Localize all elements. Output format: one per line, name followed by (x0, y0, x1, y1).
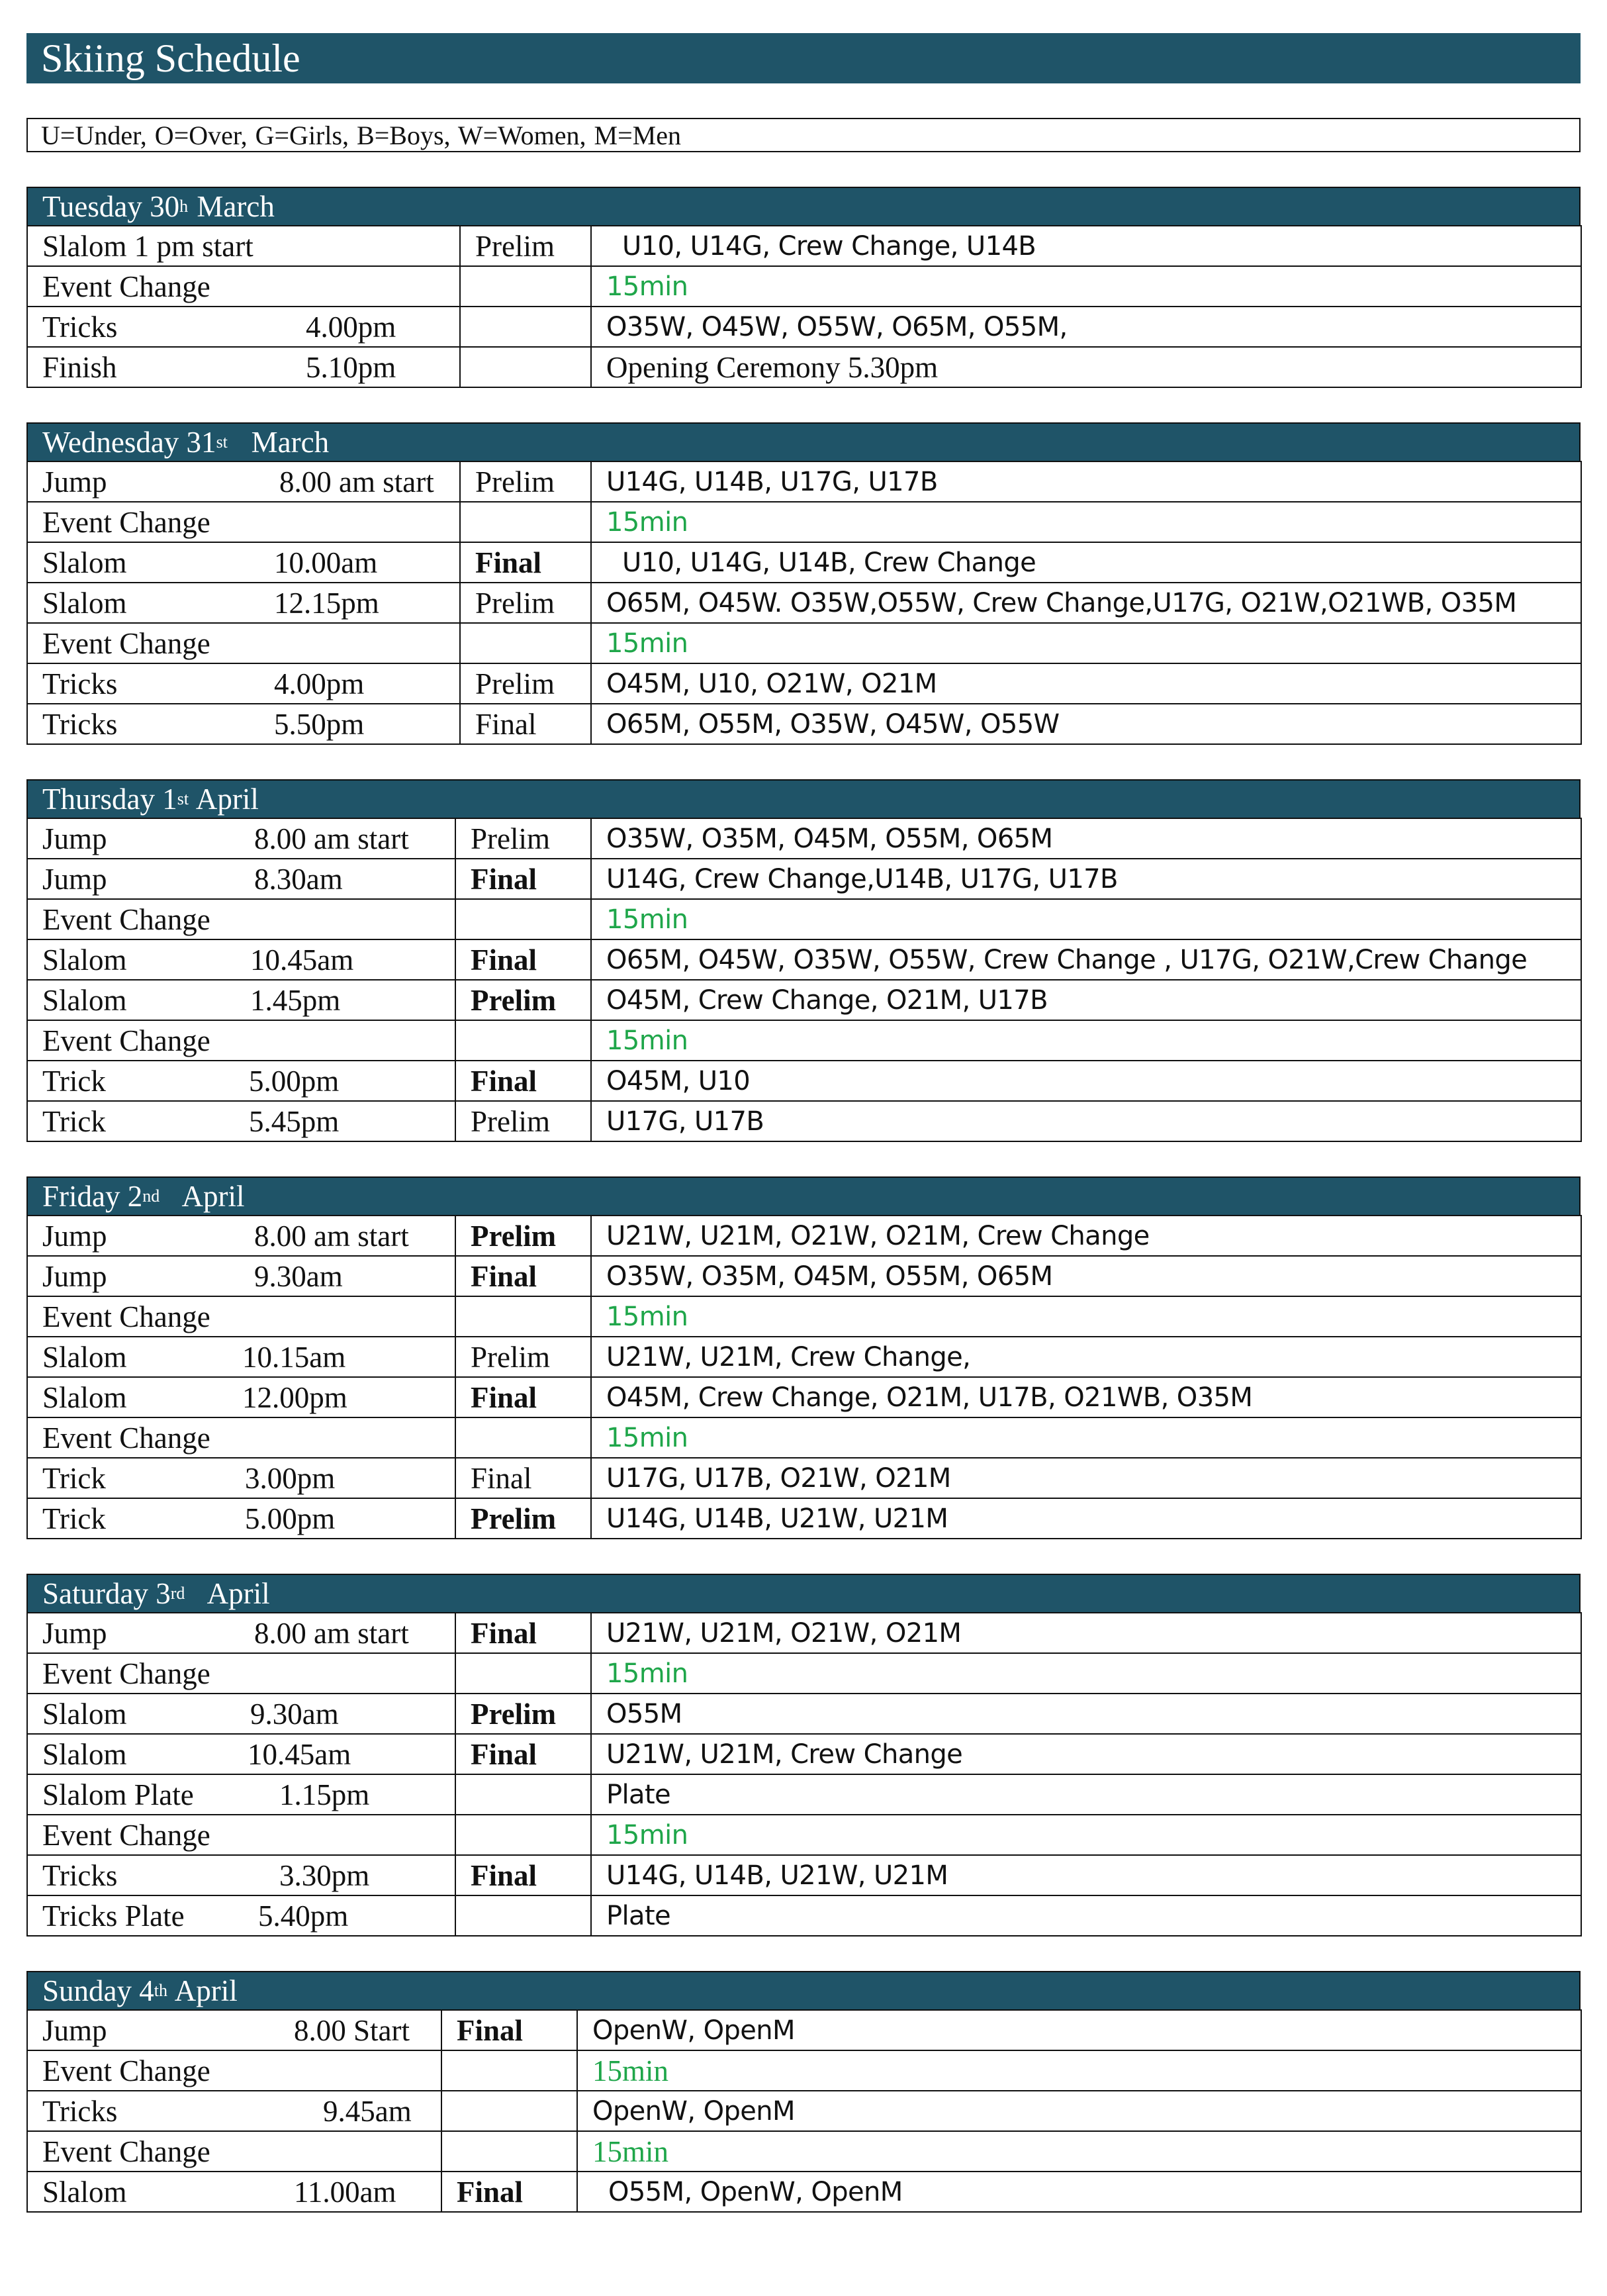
event-time: 8.30am (254, 862, 343, 896)
event-cell (27, 583, 460, 623)
table-row (27, 1815, 1581, 1855)
interval-cell: 15min (577, 2131, 1581, 2172)
event-name: Slalom (42, 983, 127, 1017)
event-time: 10.45am (248, 1737, 351, 1771)
event-cell (27, 980, 455, 1020)
event-name: Event Change (42, 2054, 210, 2087)
schedule-table (26, 1215, 1582, 1539)
stage-cell (460, 347, 591, 387)
groups-cell: O35W, O35M, O45M, O55M, O65M (591, 1256, 1581, 1296)
stage-cell: Final (455, 1061, 591, 1101)
schedule (26, 187, 1581, 2213)
event-time: 9.30am (250, 1697, 339, 1731)
event-cell (27, 1613, 455, 1653)
event-name: Slalom (42, 1380, 127, 1414)
table-row (27, 859, 1581, 899)
event-time: 4.00pm (274, 667, 365, 700)
event-time: 5.50pm (274, 707, 365, 741)
table-row (27, 980, 1581, 1020)
event-name: Jump (42, 1219, 107, 1253)
stage-cell: Final (455, 859, 591, 899)
schedule-table (26, 1612, 1582, 1937)
day-section (26, 1574, 1581, 1937)
schedule-table (26, 818, 1582, 1142)
stage-cell: Final (455, 939, 591, 980)
table-row (27, 461, 1581, 502)
table-row (27, 1296, 1581, 1337)
event-name: Tricks (42, 667, 118, 700)
stage-cell: Final (455, 1613, 591, 1653)
event-name: Event Change (42, 269, 210, 303)
groups-cell: O65M, O45W. O35W,O55W, Crew Change,U17G, O21W,O21WB, O35M (591, 583, 1581, 623)
table-row (27, 663, 1581, 704)
event-name: Event Change (42, 2134, 210, 2168)
event-cell (27, 1061, 455, 1101)
stage-cell: Prelim (455, 818, 591, 859)
event-name: Trick (42, 1461, 106, 1495)
stage-cell (455, 1020, 591, 1061)
table-row (27, 1020, 1581, 1061)
table-row (27, 1458, 1581, 1498)
event-cell (27, 1256, 455, 1296)
stage-cell (460, 266, 591, 307)
event-time: 5.00pm (249, 1064, 340, 1098)
event-cell (27, 859, 455, 899)
table-row (27, 2172, 1581, 2212)
stage-cell (441, 2050, 577, 2091)
table-row (27, 1613, 1581, 1653)
groups-cell: U14G, U14B, U21W, U21M (591, 1498, 1581, 1539)
event-name: Finish (42, 350, 117, 384)
event-cell (27, 2131, 441, 2172)
event-cell (27, 1216, 455, 1256)
table-row (27, 1498, 1581, 1539)
page-title: Skiing Schedule (26, 33, 1581, 83)
groups-cell: Opening Ceremony 5.30pm (591, 347, 1581, 387)
event-name: Slalom 1 pm start (42, 229, 253, 263)
stage-cell (460, 623, 591, 663)
event-cell (27, 1101, 455, 1141)
event-cell (27, 266, 460, 307)
event-time: 5.10pm (306, 350, 396, 384)
table-row (27, 1774, 1581, 1815)
event-name: Jump (42, 862, 107, 896)
stage-cell: Prelim (460, 461, 591, 502)
table-row (27, 2010, 1581, 2050)
event-cell (27, 1734, 455, 1774)
stage-cell: Prelim (460, 226, 591, 266)
table-row (27, 939, 1581, 980)
event-name: Trick (42, 1064, 106, 1098)
document (26, 33, 1581, 2213)
event-time: 5.45pm (249, 1104, 340, 1138)
table-row (27, 1653, 1581, 1694)
groups-cell: O65M, O55M, O35W, O45W, O55W (591, 704, 1581, 744)
table-row (27, 1061, 1581, 1101)
groups-cell: Plate (591, 1774, 1581, 1815)
event-cell (27, 502, 460, 542)
table-row (27, 1895, 1581, 1936)
event-cell (27, 1774, 455, 1815)
table-row (27, 542, 1581, 583)
event-cell (27, 2010, 441, 2050)
event-time: 9.30am (254, 1259, 343, 1293)
table-row (27, 2050, 1581, 2091)
event-cell (27, 1417, 455, 1458)
groups-cell: U14G, U14B, U17G, U17B (591, 461, 1581, 502)
event-time: 8.00 am start (254, 822, 409, 855)
interval-cell: 15min (577, 2050, 1581, 2091)
event-name: Jump (42, 1616, 107, 1650)
stage-cell (455, 1895, 591, 1936)
event-time: 4.00pm (306, 310, 396, 344)
groups-cell: O35W, O35M, O45M, O55M, O65M (591, 818, 1581, 859)
event-name: Event Change (42, 626, 210, 660)
groups-cell: U14G, Crew Change,U14B, U17G, U17B (591, 859, 1581, 899)
event-time: 8.00 am start (254, 1616, 409, 1650)
stage-cell: Final (441, 2010, 577, 2050)
groups-cell: O35W, O45W, O55W, O65M, O55M, (591, 307, 1581, 347)
event-name: Jump (42, 822, 107, 855)
interval-cell: 15min (591, 1653, 1581, 1694)
event-name: Tricks (42, 1858, 118, 1892)
event-cell (27, 1815, 455, 1855)
event-name: Tricks (42, 707, 118, 741)
groups-cell: O55M (591, 1694, 1581, 1734)
event-time: 12.00pm (242, 1380, 347, 1414)
groups-cell: U21W, U21M, Crew Change (591, 1734, 1581, 1774)
interval-cell: 15min (591, 623, 1581, 663)
event-time: 8.00 am start (279, 465, 434, 499)
stage-cell: Final (455, 1734, 591, 1774)
table-row (27, 818, 1581, 859)
table-row (27, 2131, 1581, 2172)
stage-cell (455, 899, 591, 939)
event-cell (27, 1020, 455, 1061)
table-row (27, 704, 1581, 744)
table-row (27, 1417, 1581, 1458)
day-header: Tuesday 30 h March (26, 187, 1581, 225)
event-cell (27, 542, 460, 583)
event-cell (27, 1694, 455, 1734)
event-cell (27, 899, 455, 939)
schedule-table (26, 2009, 1582, 2213)
stage-cell: Prelim (455, 1101, 591, 1141)
event-time: 10.00am (274, 546, 378, 579)
event-name: Event Change (42, 1024, 210, 1057)
stage-cell (455, 1653, 591, 1694)
event-cell (27, 1855, 455, 1895)
event-name: Slalom Plate (42, 1778, 194, 1811)
interval-cell: 15min (591, 502, 1581, 542)
table-row (27, 1101, 1581, 1141)
groups-cell: OpenW, OpenM (577, 2091, 1581, 2131)
stage-cell: Prelim (455, 1337, 591, 1377)
event-name: Slalom (42, 943, 127, 977)
event-time: 8.00 am start (254, 1219, 409, 1253)
event-cell (27, 704, 460, 744)
day-header: Sunday 4 th April (26, 1971, 1581, 2009)
legend: U=Under, O=Over, G=Girls, B=Boys, W=Women, M=Men (26, 118, 1581, 152)
day-section (26, 422, 1581, 745)
interval-cell: 15min (591, 1417, 1581, 1458)
groups-cell: OpenW, OpenM (577, 2010, 1581, 2050)
event-name: Slalom (42, 586, 127, 620)
table-row (27, 502, 1581, 542)
groups-cell: U10, U14G, Crew Change, U14B (591, 226, 1581, 266)
stage-cell (441, 2131, 577, 2172)
groups-cell: O55M, OpenW, OpenM (577, 2172, 1581, 2212)
schedule-table (26, 225, 1582, 388)
groups-cell: U21W, U21M, Crew Change, (591, 1337, 1581, 1377)
stage-cell (460, 307, 591, 347)
event-cell (27, 347, 460, 387)
groups-cell: U21W, U21M, O21W, O21M, Crew Change (591, 1216, 1581, 1256)
event-cell (27, 461, 460, 502)
event-name: Trick (42, 1502, 106, 1535)
interval-cell: 15min (591, 1815, 1581, 1855)
event-time: 8.00 Start (294, 2013, 410, 2047)
event-name: Event Change (42, 1300, 210, 1333)
table-row (27, 583, 1581, 623)
event-time: 10.15am (242, 1340, 346, 1374)
stage-cell: Final (441, 2172, 577, 2212)
table-row (27, 1337, 1581, 1377)
stage-cell (455, 1774, 591, 1815)
event-time: 10.45am (250, 943, 354, 977)
event-name: Jump (42, 1259, 107, 1293)
event-time: 3.00pm (245, 1461, 336, 1495)
day-header: Thursday 1 st April (26, 779, 1581, 818)
groups-cell: O45M, U10, O21W, O21M (591, 663, 1581, 704)
groups-cell: U10, U14G, U14B, Crew Change (591, 542, 1581, 583)
stage-cell: Prelim (460, 583, 591, 623)
event-cell (27, 1895, 455, 1936)
table-row (27, 347, 1581, 387)
day-section (26, 779, 1581, 1142)
interval-cell: 15min (591, 1296, 1581, 1337)
day-header: Friday 2 nd April (26, 1176, 1581, 1215)
event-cell (27, 2050, 441, 2091)
event-cell (27, 2091, 441, 2131)
interval-cell: 15min (591, 899, 1581, 939)
event-time: 1.15pm (279, 1778, 370, 1811)
stage-cell: Prelim (460, 663, 591, 704)
table-row (27, 899, 1581, 939)
table-row (27, 2091, 1581, 2131)
event-name: Slalom (42, 1697, 127, 1731)
event-cell (27, 1653, 455, 1694)
stage-cell: Final (455, 1256, 591, 1296)
event-name: Event Change (42, 505, 210, 539)
groups-cell: U21W, U21M, O21W, O21M (591, 1613, 1581, 1653)
event-cell (27, 2172, 441, 2212)
event-cell (27, 1377, 455, 1417)
table-row (27, 1694, 1581, 1734)
event-name: Event Change (42, 1818, 210, 1852)
event-name: Slalom (42, 546, 127, 579)
day-header: Saturday 3 rd April (26, 1574, 1581, 1612)
interval-cell: 15min (591, 1020, 1581, 1061)
event-cell (27, 226, 460, 266)
schedule-table (26, 461, 1582, 745)
event-name: Tricks (42, 2094, 118, 2128)
event-name: Slalom (42, 1340, 127, 1374)
event-name: Tricks (42, 310, 118, 344)
stage-cell: Prelim (455, 1498, 591, 1539)
event-cell (27, 663, 460, 704)
event-name: Jump (42, 465, 107, 499)
table-row (27, 266, 1581, 307)
groups-cell: U17G, U17B (591, 1101, 1581, 1141)
table-row (27, 307, 1581, 347)
event-time: 12.15pm (274, 586, 379, 620)
table-row (27, 1734, 1581, 1774)
stage-cell: Final (460, 542, 591, 583)
stage-cell: Final (460, 704, 591, 744)
table-row (27, 1377, 1581, 1417)
event-cell (27, 939, 455, 980)
interval-cell: 15min (591, 266, 1581, 307)
event-name: Tricks Plate (42, 1899, 185, 1933)
event-time: 1.45pm (250, 983, 341, 1017)
event-time: 3.30pm (279, 1858, 370, 1892)
event-name: Slalom (42, 1737, 127, 1771)
stage-cell: Prelim (455, 1216, 591, 1256)
event-cell (27, 623, 460, 663)
groups-cell: Plate (591, 1895, 1581, 1936)
stage-cell (441, 2091, 577, 2131)
stage-cell (460, 502, 591, 542)
event-name: Slalom (42, 2175, 127, 2209)
event-cell (27, 818, 455, 859)
event-cell (27, 1337, 455, 1377)
groups-cell: U14G, U14B, U21W, U21M (591, 1855, 1581, 1895)
stage-cell: Prelim (455, 1694, 591, 1734)
event-time: 5.00pm (245, 1502, 336, 1535)
groups-cell: O65M, O45W, O35W, O55W, Crew Change , U17G, O21W,Crew Change (591, 939, 1581, 980)
stage-cell: Prelim (455, 980, 591, 1020)
stage-cell: Final (455, 1377, 591, 1417)
stage-cell (455, 1417, 591, 1458)
groups-cell: U17G, U17B, O21W, O21M (591, 1458, 1581, 1498)
stage-cell: Final (455, 1855, 591, 1895)
groups-cell: O45M, U10 (591, 1061, 1581, 1101)
event-name: Event Change (42, 902, 210, 936)
event-name: Event Change (42, 1421, 210, 1455)
groups-cell: O45M, Crew Change, O21M, U17B (591, 980, 1581, 1020)
event-time: 11.00am (294, 2175, 396, 2209)
event-time: 9.45am (323, 2094, 412, 2128)
table-row (27, 1216, 1581, 1256)
groups-cell: O45M, Crew Change, O21M, U17B, O21WB, O35M (591, 1377, 1581, 1417)
event-name: Jump (42, 2013, 107, 2047)
day-section (26, 1971, 1581, 2213)
table-row (27, 1855, 1581, 1895)
event-time: 5.40pm (258, 1899, 349, 1933)
event-cell (27, 1458, 455, 1498)
event-name: Event Change (42, 1656, 210, 1690)
event-cell (27, 307, 460, 347)
table-row (27, 1256, 1581, 1296)
stage-cell (455, 1296, 591, 1337)
event-cell (27, 1498, 455, 1539)
day-section (26, 1176, 1581, 1539)
day-section (26, 187, 1581, 388)
table-row (27, 623, 1581, 663)
event-cell (27, 1296, 455, 1337)
stage-cell (455, 1815, 591, 1855)
table-row (27, 226, 1581, 266)
event-name: Trick (42, 1104, 106, 1138)
stage-cell: Final (455, 1458, 591, 1498)
day-header: Wednesday 31 st March (26, 422, 1581, 461)
